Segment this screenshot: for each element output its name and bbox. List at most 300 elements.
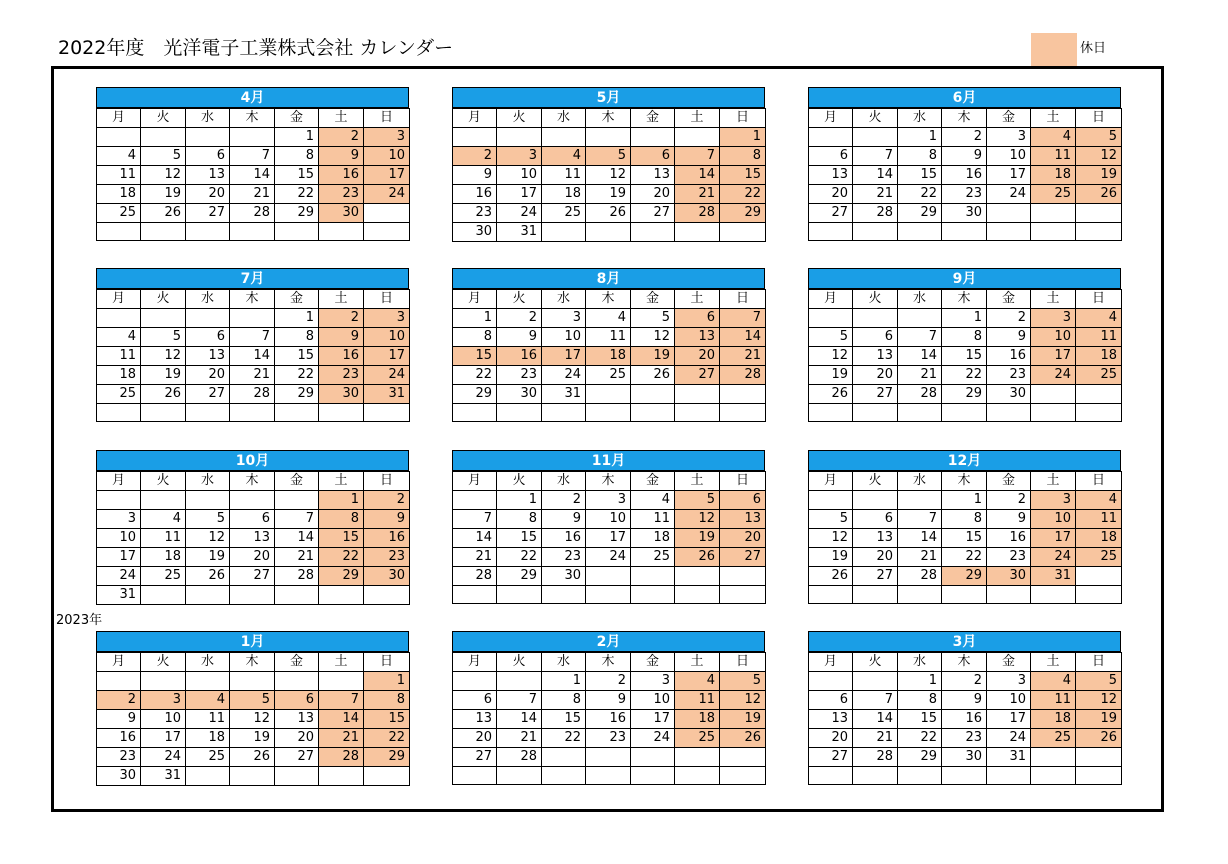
empty-day-cell	[1031, 204, 1076, 223]
empty-day-cell	[1076, 767, 1122, 785]
holiday-day-cell: 22	[720, 185, 766, 204]
year-2023-label: 2023年	[56, 613, 103, 628]
day-cell: 17	[987, 166, 1031, 185]
holiday-day-cell: 8	[720, 147, 766, 166]
holiday-day-cell: 24	[364, 185, 410, 204]
day-cell: 20	[186, 185, 230, 204]
holiday-day-cell: 9	[319, 328, 364, 347]
empty-day-cell	[586, 223, 631, 242]
month-block	[808, 450, 1121, 604]
holiday-day-cell: 13	[720, 510, 766, 529]
day-cell: 28	[275, 567, 319, 586]
weekday-label: 木	[942, 290, 987, 309]
week-row	[97, 128, 410, 147]
holiday-day-cell: 17	[1031, 347, 1076, 366]
empty-day-cell	[497, 128, 542, 147]
day-cell: 15	[275, 347, 319, 366]
day-cell: 27	[809, 748, 853, 767]
week-row	[97, 710, 410, 729]
day-cell: 11	[97, 347, 141, 366]
day-cell: 4	[97, 328, 141, 347]
empty-day-cell	[497, 767, 542, 785]
day-cell: 10	[987, 691, 1031, 710]
weekday-label: 水	[186, 109, 230, 128]
holiday-day-cell: 9	[364, 510, 410, 529]
day-cell: 25	[141, 567, 186, 586]
weekday-label: 金	[987, 653, 1031, 672]
day-cell: 30	[942, 204, 987, 223]
holiday-day-cell: 28	[319, 748, 364, 767]
week-row	[809, 510, 1122, 529]
weekday-label: 火	[853, 109, 898, 128]
day-cell: 3	[987, 672, 1031, 691]
holiday-day-cell: 22	[364, 729, 410, 748]
week-row	[809, 767, 1122, 785]
weekday-label: 金	[631, 290, 675, 309]
day-cell: 1	[542, 672, 586, 691]
month-table	[96, 652, 410, 786]
day-cell: 8	[898, 147, 942, 166]
day-cell: 21	[898, 548, 942, 567]
holiday-day-cell: 17	[542, 347, 586, 366]
day-cell: 2	[987, 309, 1031, 328]
day-cell: 25	[542, 204, 586, 223]
holiday-day-cell: 3	[141, 691, 186, 710]
day-cell: 13	[853, 347, 898, 366]
month-block	[96, 268, 409, 422]
holiday-day-cell: 6	[631, 147, 675, 166]
holiday-day-cell: 27	[675, 366, 720, 385]
month-header: 11月	[452, 450, 765, 471]
empty-day-cell	[542, 223, 586, 242]
day-cell: 2	[942, 128, 987, 147]
holiday-day-cell: 16	[319, 166, 364, 185]
day-cell: 26	[141, 385, 186, 404]
day-cell: 12	[186, 529, 230, 548]
empty-day-cell	[141, 491, 186, 510]
week-row	[97, 729, 410, 748]
week-row	[809, 128, 1122, 147]
day-cell: 3	[631, 672, 675, 691]
holiday-day-cell: 27	[720, 548, 766, 567]
day-cell: 2	[542, 491, 586, 510]
weekday-header-row	[453, 472, 766, 491]
week-row	[453, 147, 766, 166]
day-cell: 30	[497, 385, 542, 404]
day-cell: 16	[942, 710, 987, 729]
day-cell: 23	[987, 366, 1031, 385]
day-cell: 23	[942, 185, 987, 204]
day-cell: 6	[853, 510, 898, 529]
week-row	[809, 710, 1122, 729]
day-cell: 20	[275, 729, 319, 748]
week-row	[809, 404, 1122, 422]
empty-day-cell	[275, 404, 319, 422]
empty-day-cell	[1031, 404, 1076, 422]
weekday-label: 木	[230, 290, 275, 309]
day-cell: 24	[631, 729, 675, 748]
empty-day-cell	[453, 404, 497, 422]
week-row	[97, 548, 410, 567]
week-row	[453, 185, 766, 204]
empty-day-cell	[97, 491, 141, 510]
day-cell: 15	[942, 347, 987, 366]
holiday-day-cell: 15	[453, 347, 497, 366]
weekday-label: 水	[542, 109, 586, 128]
month-table	[452, 108, 766, 242]
day-cell: 6	[186, 328, 230, 347]
month-block	[452, 631, 765, 785]
holiday-day-cell: 18	[1031, 166, 1076, 185]
holiday-day-cell: 31	[364, 385, 410, 404]
weekday-label: 土	[675, 290, 720, 309]
month-table	[452, 289, 766, 422]
week-row	[97, 491, 410, 510]
weekday-label: 日	[364, 109, 410, 128]
day-cell: 24	[97, 567, 141, 586]
day-cell: 25	[186, 748, 230, 767]
holiday-day-cell: 19	[1076, 710, 1122, 729]
day-cell: 30	[942, 748, 987, 767]
day-cell: 20	[230, 548, 275, 567]
empty-day-cell	[987, 223, 1031, 241]
week-row	[97, 404, 410, 422]
weekday-label: 月	[809, 653, 853, 672]
day-cell: 7	[275, 510, 319, 529]
day-cell: 28	[898, 567, 942, 586]
day-cell: 21	[898, 366, 942, 385]
weekday-label: 日	[364, 653, 410, 672]
day-cell: 4	[631, 491, 675, 510]
empty-day-cell	[141, 223, 186, 241]
holiday-day-cell: 5	[720, 672, 766, 691]
day-cell: 20	[809, 185, 853, 204]
empty-day-cell	[542, 767, 586, 785]
holiday-day-cell: 11	[1076, 510, 1122, 529]
week-row	[809, 166, 1122, 185]
holiday-day-cell: 18	[1076, 347, 1122, 366]
day-cell: 7	[497, 691, 542, 710]
day-cell: 26	[631, 366, 675, 385]
empty-day-cell	[942, 223, 987, 241]
week-row	[97, 586, 410, 605]
day-cell: 22	[542, 729, 586, 748]
weekday-label: 火	[141, 109, 186, 128]
day-cell: 29	[497, 567, 542, 586]
weekday-label: 月	[453, 653, 497, 672]
weekday-label: 木	[230, 472, 275, 491]
holiday-day-cell: 25	[1031, 185, 1076, 204]
holiday-day-cell: 4	[1031, 128, 1076, 147]
day-cell: 26	[809, 385, 853, 404]
day-cell: 4	[97, 147, 141, 166]
empty-day-cell	[853, 491, 898, 510]
day-cell: 8	[542, 691, 586, 710]
holiday-day-cell: 4	[1031, 672, 1076, 691]
day-cell: 6	[186, 147, 230, 166]
week-row	[453, 347, 766, 366]
day-cell: 19	[809, 548, 853, 567]
month-header: 5月	[452, 87, 765, 108]
empty-day-cell	[186, 128, 230, 147]
empty-day-cell	[675, 128, 720, 147]
empty-day-cell	[675, 748, 720, 767]
empty-day-cell	[1076, 223, 1122, 241]
day-cell: 13	[809, 166, 853, 185]
empty-day-cell	[275, 767, 319, 786]
day-cell: 5	[186, 510, 230, 529]
holiday-day-cell: 14	[675, 166, 720, 185]
weekday-label: 木	[586, 653, 631, 672]
empty-day-cell	[853, 672, 898, 691]
day-cell: 2	[942, 672, 987, 691]
empty-day-cell	[319, 586, 364, 605]
day-cell: 26	[186, 567, 230, 586]
holiday-day-cell: 26	[1076, 729, 1122, 748]
day-cell: 14	[230, 166, 275, 185]
day-cell: 13	[453, 710, 497, 729]
day-cell: 28	[497, 748, 542, 767]
holiday-day-cell: 22	[319, 548, 364, 567]
weekday-label: 火	[497, 290, 542, 309]
weekday-label: 土	[319, 653, 364, 672]
empty-day-cell	[230, 128, 275, 147]
week-row	[97, 567, 410, 586]
week-row	[809, 347, 1122, 366]
holiday-day-cell: 10	[364, 147, 410, 166]
empty-day-cell	[675, 404, 720, 422]
holiday-day-cell: 5	[1076, 128, 1122, 147]
weekday-label: 火	[853, 472, 898, 491]
holiday-day-cell: 5	[230, 691, 275, 710]
day-cell: 18	[97, 185, 141, 204]
month-header: 8月	[452, 268, 765, 289]
day-cell: 5	[809, 328, 853, 347]
empty-day-cell	[97, 672, 141, 691]
week-row	[809, 729, 1122, 748]
holiday-day-cell: 11	[1031, 147, 1076, 166]
weekday-header-row	[97, 653, 410, 672]
holiday-day-cell: 15	[319, 529, 364, 548]
day-cell: 3	[987, 128, 1031, 147]
day-cell: 22	[898, 185, 942, 204]
holiday-day-cell: 12	[720, 691, 766, 710]
day-cell: 16	[586, 710, 631, 729]
weekday-label: 日	[364, 290, 410, 309]
day-cell: 21	[230, 366, 275, 385]
empty-day-cell	[275, 223, 319, 241]
empty-day-cell	[186, 309, 230, 328]
holiday-day-cell: 18	[586, 347, 631, 366]
holiday-day-cell: 12	[1076, 691, 1122, 710]
day-cell: 11	[141, 529, 186, 548]
empty-day-cell	[364, 404, 410, 422]
empty-day-cell	[542, 586, 586, 604]
day-cell: 10	[586, 510, 631, 529]
holiday-day-cell: 6	[720, 491, 766, 510]
day-cell: 30	[987, 385, 1031, 404]
empty-day-cell	[453, 767, 497, 785]
day-cell: 20	[631, 185, 675, 204]
day-cell: 1	[898, 672, 942, 691]
day-cell: 8	[497, 510, 542, 529]
week-row	[453, 691, 766, 710]
week-row	[97, 204, 410, 223]
holiday-day-cell: 14	[319, 710, 364, 729]
day-cell: 16	[97, 729, 141, 748]
day-cell: 11	[542, 166, 586, 185]
week-row	[453, 404, 766, 422]
empty-day-cell	[586, 128, 631, 147]
empty-day-cell	[631, 586, 675, 604]
day-cell: 11	[186, 710, 230, 729]
empty-day-cell	[586, 586, 631, 604]
day-cell: 27	[853, 385, 898, 404]
week-row	[809, 385, 1122, 404]
week-row	[453, 491, 766, 510]
day-cell: 7	[898, 328, 942, 347]
day-cell: 10	[97, 529, 141, 548]
holiday-day-cell: 21	[720, 347, 766, 366]
empty-day-cell	[675, 385, 720, 404]
weekday-label: 金	[631, 653, 675, 672]
day-cell: 5	[141, 328, 186, 347]
day-cell: 29	[275, 204, 319, 223]
day-cell: 1	[275, 128, 319, 147]
weekday-label: 水	[186, 653, 230, 672]
week-row	[809, 204, 1122, 223]
weekday-label: 火	[497, 653, 542, 672]
weekday-label: 土	[319, 290, 364, 309]
empty-day-cell	[853, 128, 898, 147]
week-row	[97, 147, 410, 166]
month-table	[96, 289, 410, 422]
weekday-label: 日	[1076, 472, 1122, 491]
empty-day-cell	[97, 309, 141, 328]
holiday-day-cell: 1	[319, 491, 364, 510]
weekday-label: 水	[898, 472, 942, 491]
holiday-day-cell: 28	[720, 366, 766, 385]
week-row	[453, 309, 766, 328]
holiday-day-cell: 4	[186, 691, 230, 710]
day-cell: 10	[987, 147, 1031, 166]
holiday-day-cell: 16	[319, 347, 364, 366]
weekday-label: 金	[987, 290, 1031, 309]
empty-day-cell	[631, 385, 675, 404]
weekday-label: 火	[141, 653, 186, 672]
weekday-label: 木	[230, 653, 275, 672]
day-cell: 30	[97, 767, 141, 786]
week-row	[453, 672, 766, 691]
holiday-day-cell: 3	[364, 309, 410, 328]
holiday-day-cell: 21	[319, 729, 364, 748]
week-row	[453, 510, 766, 529]
empty-day-cell	[230, 672, 275, 691]
day-cell: 17	[586, 529, 631, 548]
weekday-header-row	[453, 653, 766, 672]
weekday-label: 木	[942, 653, 987, 672]
day-cell: 14	[230, 347, 275, 366]
empty-day-cell	[853, 586, 898, 604]
month-header: 10月	[96, 450, 409, 471]
holiday-day-cell: 18	[675, 710, 720, 729]
day-cell: 31	[542, 385, 586, 404]
month-block	[96, 631, 409, 786]
week-row	[97, 529, 410, 548]
day-cell: 4	[586, 309, 631, 328]
day-cell: 22	[942, 548, 987, 567]
empty-day-cell	[898, 767, 942, 785]
day-cell: 18	[542, 185, 586, 204]
week-row	[453, 748, 766, 767]
empty-day-cell	[809, 128, 853, 147]
day-cell: 29	[898, 748, 942, 767]
day-cell: 23	[542, 548, 586, 567]
weekday-label: 日	[720, 472, 766, 491]
empty-day-cell	[97, 128, 141, 147]
weekday-header-row	[97, 472, 410, 491]
weekday-label: 火	[141, 290, 186, 309]
week-row	[453, 166, 766, 185]
day-cell: 8	[898, 691, 942, 710]
week-row	[809, 491, 1122, 510]
day-cell: 19	[586, 185, 631, 204]
empty-day-cell	[97, 404, 141, 422]
holiday-day-cell: 20	[675, 347, 720, 366]
day-cell: 23	[453, 204, 497, 223]
week-row	[809, 567, 1122, 586]
holiday-day-cell: 3	[364, 128, 410, 147]
weekday-label: 木	[230, 109, 275, 128]
holiday-day-cell: 12	[1076, 147, 1122, 166]
weekday-label: 月	[809, 290, 853, 309]
holiday-day-cell: 1	[720, 128, 766, 147]
holiday-day-cell: 30	[319, 385, 364, 404]
weekday-label: 土	[1031, 472, 1076, 491]
holiday-day-cell: 31	[1031, 567, 1076, 586]
day-cell: 3	[586, 491, 631, 510]
day-cell: 12	[230, 710, 275, 729]
weekday-label: 木	[942, 472, 987, 491]
day-cell: 22	[898, 729, 942, 748]
week-row	[809, 548, 1122, 567]
empty-day-cell	[720, 767, 766, 785]
day-cell: 23	[987, 548, 1031, 567]
week-row	[97, 672, 410, 691]
day-cell: 6	[809, 147, 853, 166]
empty-day-cell	[586, 748, 631, 767]
empty-day-cell	[809, 672, 853, 691]
holiday-day-cell: 4	[675, 672, 720, 691]
holiday-day-cell: 25	[1076, 548, 1122, 567]
day-cell: 12	[141, 166, 186, 185]
weekday-header-row	[809, 109, 1122, 128]
month-table	[96, 108, 410, 241]
weekday-label: 土	[1031, 290, 1076, 309]
weekday-label: 水	[542, 472, 586, 491]
weekday-label: 日	[720, 653, 766, 672]
week-row	[809, 529, 1122, 548]
day-cell: 18	[631, 529, 675, 548]
week-row	[809, 223, 1122, 241]
day-cell: 16	[453, 185, 497, 204]
empty-day-cell	[319, 672, 364, 691]
calendar-title: 2022年度 光洋電子工業株式会社 カレンダー	[58, 37, 454, 59]
empty-day-cell	[542, 748, 586, 767]
week-row	[97, 748, 410, 767]
empty-day-cell	[631, 128, 675, 147]
day-cell: 12	[586, 166, 631, 185]
